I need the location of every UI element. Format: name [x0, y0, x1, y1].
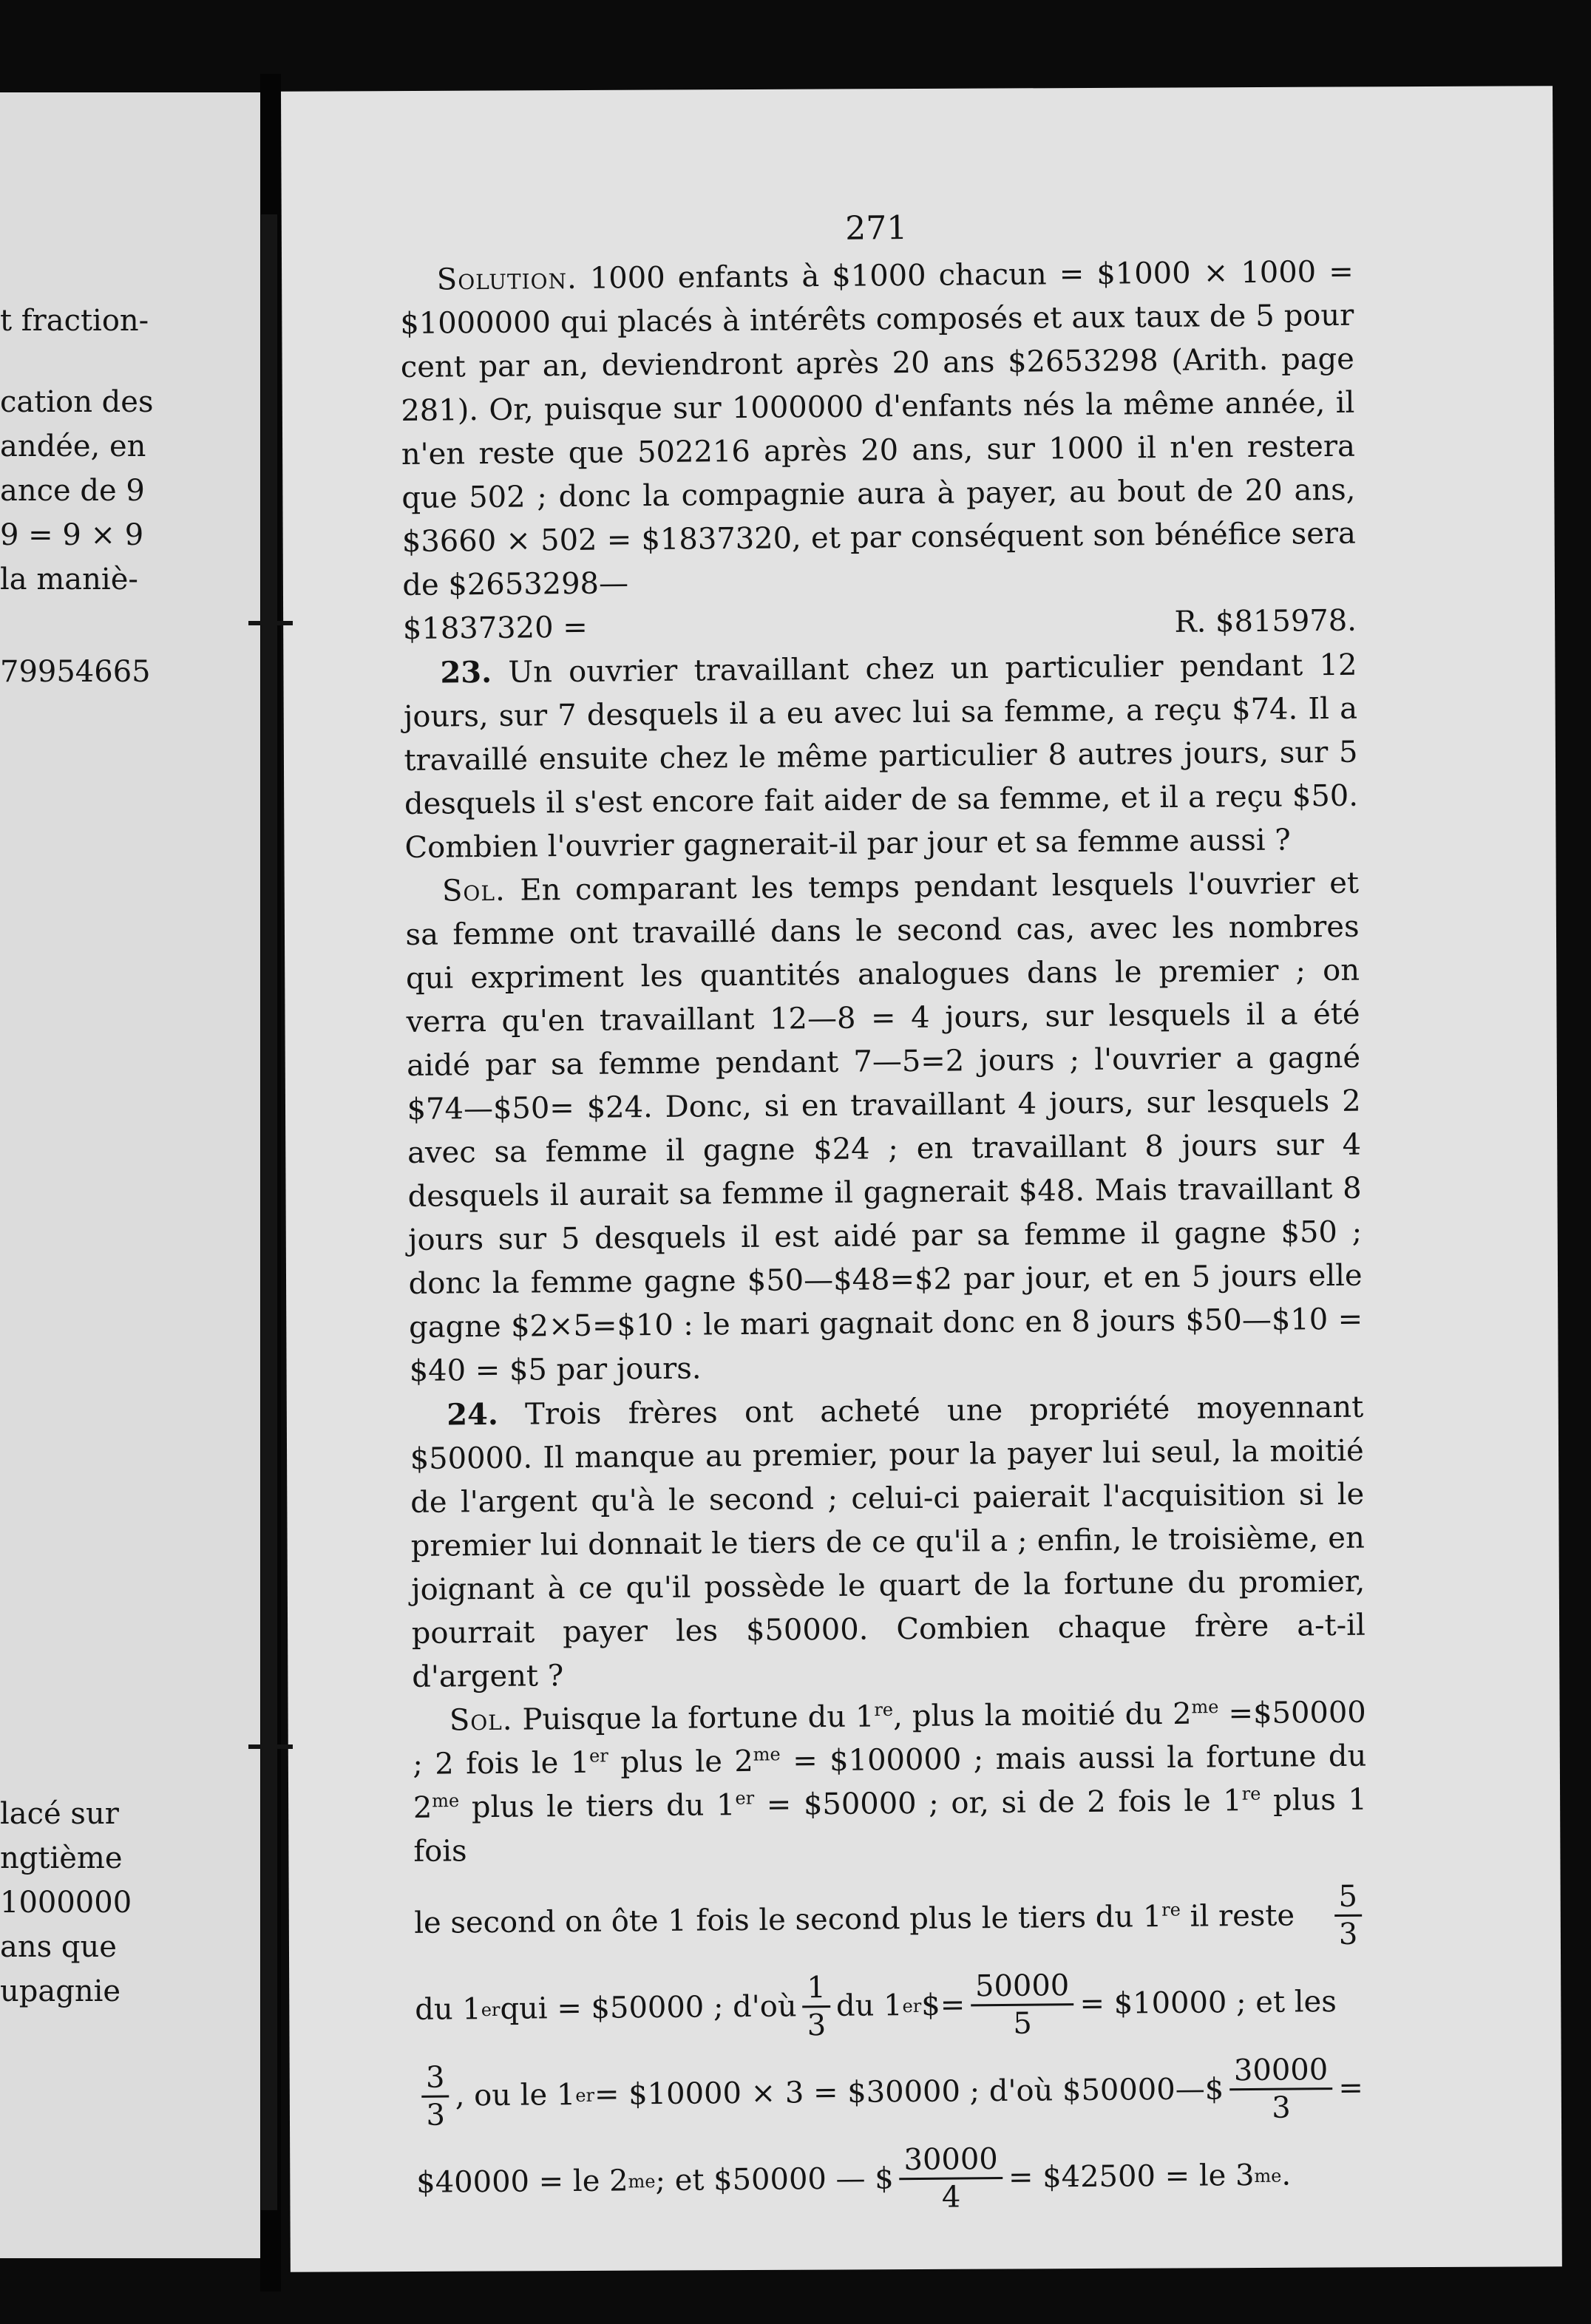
solution-last-left: $1837320 = [402, 610, 588, 646]
problem-23 [403, 643, 1359, 870]
solution-text: plus le 2 [608, 1744, 754, 1780]
solution-label: Solution. [436, 261, 577, 297]
left-line: upagnie [0, 1974, 121, 2008]
solution-text: , plus la moitié du 2 [892, 1696, 1192, 1734]
solution-text: plus 1 fois [413, 1782, 1367, 1869]
ordinal-sup: re [1161, 1899, 1181, 1920]
solution-text: = $100000 ; mais aussi la fortune du 2 [413, 1739, 1367, 1825]
equation-text: du 1 [835, 1988, 903, 2023]
ordinal-sup: me [1191, 1696, 1219, 1718]
denominator: 3 [1338, 1917, 1358, 1951]
ordinal-sup: er [735, 1787, 755, 1809]
equation-line [415, 1965, 1369, 2047]
fraction [899, 2141, 1003, 2215]
solution-text: = $50000 ; or, si de 2 fois le 1 [753, 1784, 1242, 1822]
left-line: lacé sur [0, 1797, 119, 1831]
page-number: 271 [845, 209, 908, 248]
equation-text: . [1281, 2158, 1292, 2192]
ordinal-sup: re [1241, 1783, 1261, 1804]
equation-text: , ou le 1 [455, 2078, 576, 2113]
equation-text: = $10000 × 3 = $30000 ; d'où $50000—$ [594, 2072, 1224, 2112]
left-page-fragment [0, 92, 260, 2258]
denominator: 3 [1272, 2090, 1291, 2125]
fraction [421, 2060, 450, 2133]
denominator: 3 [426, 2098, 446, 2133]
solution-23 [405, 862, 1363, 1393]
fraction [971, 1968, 1074, 2042]
equation-text: $= [921, 1988, 966, 2022]
equation-line [414, 1879, 1368, 1960]
solution-label: Sol. [441, 873, 506, 908]
solution-label: Sol. [449, 1702, 513, 1738]
numerator: 50000 [971, 1968, 1074, 2006]
equation-text: ; et $50000 — $ [655, 2161, 894, 2198]
solution-text: 1000 enfants à $1000 chacun = $1000 × 1000 = $1000000 qui placés à intérêts composés et aux taux de 5 pour cent par an, deviendront après 20 ans $2653298 (Arith. page 281). Or, puisque sur 1000000 d'enfants nés la même année, il n'en reste que 502216 après 20 ans, sur 1000 il n'en restera que 502 ; donc la compagnie aura à payer, au bout de 20 ans, $3660 × 502 = $1837320, et par conséquent son bénéfice sera de $2653298— [400, 254, 1357, 602]
solution-24 [413, 1691, 1368, 1874]
problem-number: 24. [447, 1396, 499, 1433]
ordinal-sup: me [432, 1790, 460, 1812]
numerator: 3 [421, 2060, 450, 2098]
equation-text: = $10000 ; et les [1079, 1985, 1337, 2022]
problem-text: Trois frères ont acheté une propriété moyennant $50000. Il manque au premier, pour la payer lui seul, la moitié de l'argent qu'à le second ; celui-ci paierait l'acquisition si le premier lui donnait le tiers de ce qu'il a ; enfin, le troisième, en joignant à ce qu'il possède le quart de la fortune du promier, pourrait payer les $50000. Combien chaque frère a-t-il d'argent ? [410, 1390, 1366, 1694]
left-line: 1000000 [0, 1886, 132, 1920]
left-line: ance de 9 [0, 474, 145, 508]
problem-24 [410, 1385, 1366, 1699]
left-line: ans que [0, 1930, 117, 1964]
solution-text: plus le tiers du 1 [459, 1788, 736, 1825]
solution-text: =$50000 ; 2 fois le 1 [413, 1695, 1366, 1781]
ordinal-sup: me [753, 1744, 781, 1765]
equation-line [416, 2138, 1371, 2220]
solution-text: En comparant les temps pendant lesquels l'ouvrier et sa femme ont travaillé dans le second cas, avec les nombres qui expriment les quantités analogues dans le premier ; on verra qu'en travaillant 12—8 = 4 jours, sur lesquels il a été aidé par sa femme pendant 7—5=2 jours ; l'ouvrier a gagné $74—$50= $24. Donc, si en travaillant 4 jours, sur lesquels 2 avec sa femme il gagne $24 ; en travaillant 8 jours sur 4 desquels il aurait sa femme il gagnerait $48. Mais travaillant 8 jours sur 5 desquels il est aidé par sa femme il gagne $50 ; donc la femme gagne $50—$48=$2 par jour, et en 5 jours elle gagne $2×5=$10 : le mari gagnait donc en 8 jours $50—$10 = $40 = $5 par jours. [405, 866, 1363, 1388]
equation-text: = $42500 = le 3 [1008, 2158, 1255, 2195]
equation-text: du 1 [415, 1992, 481, 2027]
left-line: la maniè- [0, 563, 138, 597]
left-line: 9 = 9 × 9 [0, 518, 144, 552]
solution-text: Puisque la fortune du 1 [512, 1699, 875, 1737]
equation-text: qui = $50000 ; d'où [500, 1989, 797, 2026]
problem-text: Un ouvrier travaillant chez un particulier pendant 12 jours, sur 7 desquels il a eu avec lui sa femme, a reçu $74. Il a travaillé ensuite chez le même particulier 8 autres jours, sur 5 desquels il s'est encore fait aider de sa femme, et il a reçu $50. Combien l'ouvrier gagnerait-il par jour et sa femme aussi ? [403, 648, 1359, 865]
denominator: 5 [1013, 2006, 1032, 2041]
numerator: 5 [1334, 1879, 1362, 1917]
binding-tick [248, 1744, 293, 1749]
left-line: ngtième [0, 1841, 123, 1875]
ordinal-sup: re [874, 1699, 894, 1721]
equation-text: = [1338, 2070, 1364, 2106]
fraction [1229, 2052, 1333, 2126]
numerator: 30000 [1229, 2052, 1333, 2090]
solution-paragraph [400, 251, 1357, 608]
numerator: 30000 [899, 2141, 1003, 2180]
solution-result: R. $815978. [1174, 603, 1357, 639]
binding-spine [261, 214, 277, 2210]
ordinal-sup: er [588, 1745, 608, 1767]
page-content [399, 203, 1371, 2220]
equation-text: $40000 = le 2 [416, 2164, 628, 2200]
problem-number: 23. [440, 654, 492, 690]
equation-text: il reste [1180, 1898, 1295, 1934]
binding-tick [248, 621, 293, 625]
left-line: cation des [0, 385, 154, 419]
numerator: 1 [802, 1970, 830, 2008]
denominator: 4 [941, 2180, 961, 2215]
fraction [802, 1970, 830, 2043]
fraction [1334, 1879, 1362, 1952]
denominator: 3 [807, 2008, 827, 2043]
equation-text: le second on ôte 1 fois le second plus le tiers du 1 [414, 1900, 1162, 1940]
left-line: andée, en [0, 429, 146, 463]
left-line: t fraction- [0, 304, 149, 338]
equation-line [415, 2052, 1370, 2133]
left-line: 79954665 [0, 655, 151, 689]
